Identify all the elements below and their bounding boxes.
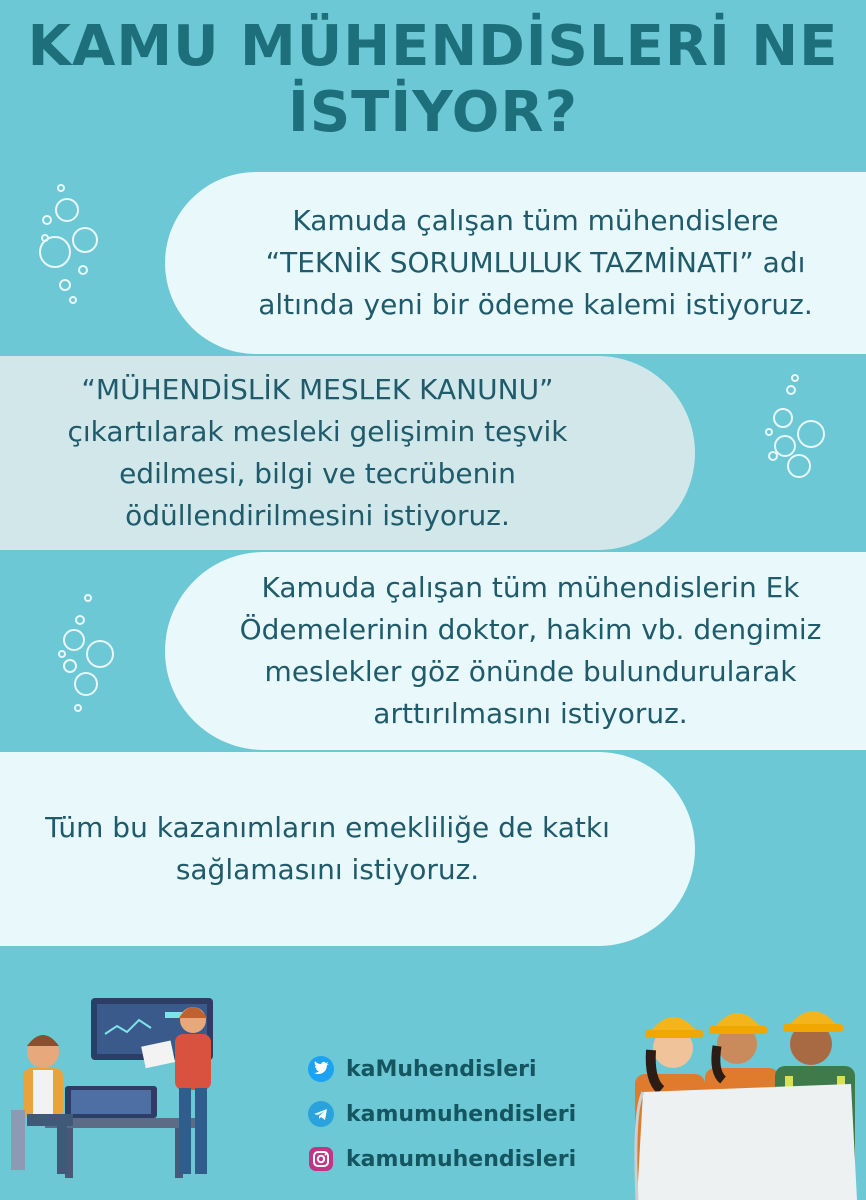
page-title [0, 14, 866, 146]
demand-card-1 [165, 172, 866, 354]
demand-text-line: Tüm bu kazanımların emekliliğe de katkı [45, 811, 610, 844]
bubbles-decoration [48, 590, 128, 720]
demand-card-3 [165, 552, 866, 750]
demand-text-line: sağlamasını istiyoruz. [175, 853, 480, 886]
demand-text-line: edilmesi, bilgi ve tecrübenin [119, 457, 516, 490]
demand-text-line: çıkartılarak mesleki gelişimin teşvik [67, 415, 568, 448]
demand-text-line: ödüllendirilmesini istiyoruz. [125, 499, 510, 532]
social-handle: kamumuhendisleri [346, 1146, 577, 1172]
demand-text-line: Ödemelerinin doktor, hakim vb. dengimiz [239, 613, 822, 646]
title-line-1: KAMU MÜHENDİSLERİ NE [27, 14, 839, 79]
bubbles-decoration [25, 180, 105, 310]
demand-text-line: meslekler göz önünde bulundurularak [264, 655, 797, 688]
telegram-icon [308, 1101, 334, 1127]
instagram-link[interactable] [308, 1145, 576, 1173]
demand-text-line: arttırılmasını istiyoruz. [373, 697, 688, 730]
demand-card-2 [0, 356, 695, 550]
demand-card-4 [0, 752, 695, 946]
telegram-link[interactable] [308, 1100, 576, 1128]
social-handle: kamumuhendisleri [346, 1101, 577, 1127]
office-engineers-illustration [5, 990, 255, 1200]
bubbles-decoration [755, 368, 835, 488]
twitter-icon [308, 1056, 334, 1082]
demand-text-line: Kamuda çalışan tüm mühendislerin Ek [261, 571, 800, 604]
instagram-icon [308, 1146, 334, 1172]
construction-engineers-illustration [625, 996, 866, 1200]
demand-text-line: Kamuda çalışan tüm mühendislere [292, 204, 779, 237]
twitter-link[interactable] [308, 1055, 576, 1083]
demand-text-line: altında yeni bir ödeme kalemi istiyoruz. [258, 288, 813, 321]
demand-text-line: “MÜHENDİSLİK MESLEK KANUNU” [81, 373, 554, 406]
demand-text-line: “TEKNİK SORUMLULUK TAZMİNATI” adı [265, 246, 806, 279]
title-line-2: İSTİYOR? [288, 80, 578, 145]
social-links [308, 1055, 576, 1190]
social-handle: kaMuhendisleri [346, 1056, 537, 1082]
